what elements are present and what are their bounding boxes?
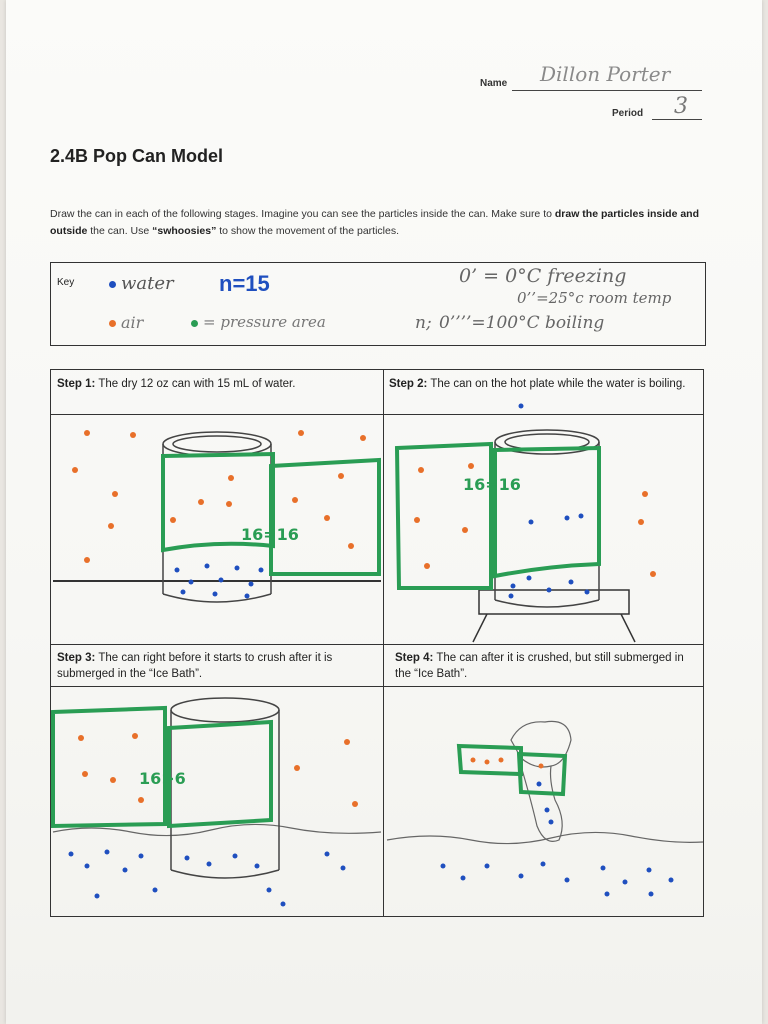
step-1-pressure-areas <box>163 454 379 574</box>
instructions-bold-2: “swhoosies” <box>152 225 217 237</box>
step-4-label: Step 4: <box>395 652 434 664</box>
step-drawings <box>51 370 705 918</box>
step-3-text: The can right before it starts to crush after it is submerged in the “Ice Bath”. <box>57 652 333 680</box>
step-3-drawing <box>53 698 381 907</box>
step-2-air-particles <box>414 463 656 577</box>
step-2-can <box>495 430 599 607</box>
step-2-label: Step 2: <box>389 378 428 390</box>
steps-grid <box>50 369 704 917</box>
key-pressure <box>191 313 326 331</box>
pressure-dot-icon <box>191 320 198 327</box>
step-4-particles <box>441 758 674 897</box>
key-box <box>50 262 706 346</box>
key-air-text: air <box>121 313 144 332</box>
step-1-annotation: 16=16 <box>241 525 299 544</box>
air-dot-icon <box>109 320 116 327</box>
water-dot-icon <box>109 281 116 288</box>
step-1-drawing <box>53 430 381 602</box>
instructions <box>50 206 720 240</box>
key-water-text: water <box>121 273 174 294</box>
step-2-text: The can on the hot plate while the water is boiling. <box>430 378 686 390</box>
step-2-drawing <box>397 404 656 643</box>
name-value: Dillon Porter <box>540 62 671 86</box>
step-3-label: Step 3: <box>57 652 96 664</box>
key-n-label: n=15 <box>219 271 270 296</box>
step-2-hot-plate <box>473 590 635 642</box>
step-4-text: The can after it is crushed, but still submerged in the “Ice Bath”. <box>395 652 684 680</box>
instructions-text-3: to show the movement of the particles. <box>216 225 400 237</box>
name-line <box>512 90 702 91</box>
step-2-annotation: 16=16 <box>463 475 521 494</box>
step-3-air-particles <box>78 733 358 807</box>
step-3-pressure-areas <box>53 708 271 826</box>
key-air <box>109 313 143 332</box>
key-room: 0’’=25°c room temp <box>517 289 672 307</box>
step-3-water-particles <box>69 850 346 907</box>
step-1-text: The dry 12 oz can with 15 mL of water. <box>98 378 296 390</box>
name-label: Name <box>480 78 508 89</box>
key-pressure-text: = pressure area <box>203 313 326 331</box>
step-1-label: Step 1: <box>57 378 96 390</box>
period-line <box>652 119 702 120</box>
instructions-text-1: Draw the can in each of the following stages. Imagine you can see the particles inside the can. Make sure to <box>50 208 555 220</box>
key-boiling: 0’’’’=100°C boiling <box>439 313 605 333</box>
key-prefix: n; <box>415 313 432 333</box>
instructions-bold-1: draw the particles inside and outside <box>50 208 699 237</box>
page-title: 2.4B Pop Can Model <box>50 146 224 166</box>
key-water <box>109 273 174 294</box>
step-4-pressure-areas <box>459 746 565 794</box>
key-label: Key <box>57 277 75 288</box>
step-4-drawing <box>387 721 703 896</box>
key-freezing: 0’ = 0°C freezing <box>459 265 627 287</box>
instructions-text-2: the can. Use <box>87 225 153 237</box>
period-label: Period <box>612 108 644 119</box>
period-value: 3 <box>674 94 688 119</box>
worksheet-page <box>6 0 762 1024</box>
step-3-annotation: 16>6 <box>139 769 186 788</box>
